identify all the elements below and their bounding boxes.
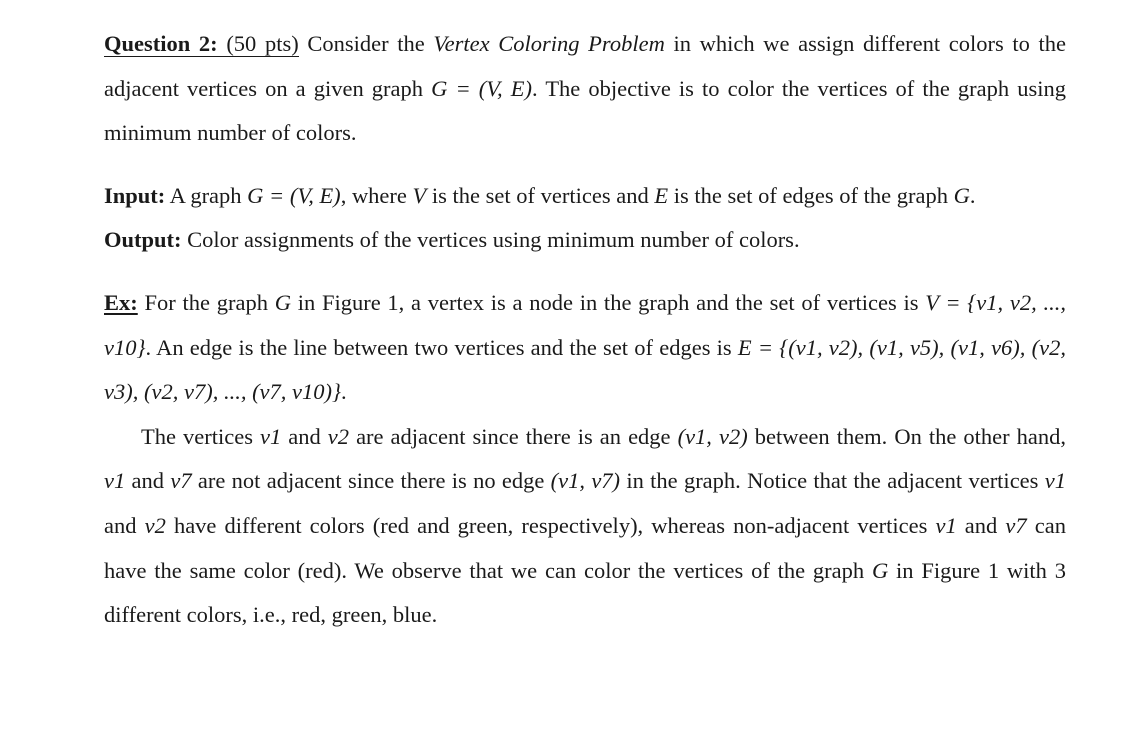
body-text: are adjacent since there is an edge xyxy=(349,423,678,449)
vertex-ref: v1 xyxy=(935,512,957,538)
body-text: in Figure 1 with 3 different colors, i.e., red, green, blue. xyxy=(104,557,1066,628)
vertex-ref: v1 xyxy=(104,468,126,494)
body-text: and xyxy=(104,512,145,538)
graph-definition: G = (V, E) xyxy=(431,75,533,101)
question-heading xyxy=(104,31,299,57)
example-text: . An edge is the line between two vertices and the set of edges is xyxy=(145,334,738,360)
vertex-ref: v7 xyxy=(170,468,192,494)
body-text: The vertices xyxy=(141,423,260,449)
graph-symbol: G xyxy=(953,182,970,208)
input-text: . xyxy=(969,182,976,208)
document-page xyxy=(104,22,1066,638)
body-text: are not adjacent since there is no edge xyxy=(191,468,551,494)
input-label: Input: xyxy=(104,182,166,208)
body-text: can have the same color (red). We observe that we can color the vertices of the graph xyxy=(104,512,1066,583)
vertex-ref: v1 xyxy=(1044,468,1066,494)
vertex-set-symbol: V xyxy=(412,182,427,208)
edge-ref: (v1, v7) xyxy=(550,468,621,494)
graph-definition: G = (V, E) xyxy=(247,182,341,208)
question-text: . The objective is to color the vertices of the graph using minimum number of colors. xyxy=(104,75,1066,146)
problem-name: Vertex Coloring Problem xyxy=(433,31,665,56)
vertex-ref: v1 xyxy=(260,423,282,449)
graph-symbol: G xyxy=(274,289,291,315)
edge-set-symbol: E xyxy=(654,182,669,208)
input-text: is the set of vertices and xyxy=(426,182,655,208)
adjacency-paragraph xyxy=(104,415,1066,638)
body-text: have different colors (red and green, respectively), whereas non-adjacent vertices xyxy=(165,512,936,538)
body-text: and xyxy=(125,468,171,494)
body-text: between them. On the other hand, xyxy=(747,423,1066,449)
vertex-ref: v2 xyxy=(327,423,350,449)
graph-symbol: G xyxy=(871,557,889,583)
vertex-ref: v7 xyxy=(1005,512,1027,538)
vertex-set: V = {v1, v2, ..., v10} xyxy=(104,289,1066,360)
question-text: in which we assign different colors to the adjacent vertices on a given graph xyxy=(104,31,1067,101)
input-text: A graph xyxy=(165,182,248,208)
example-text: . xyxy=(341,379,347,405)
output-text: Color assignments of the vertices using minimum number of colors. xyxy=(181,227,800,253)
input-paragraph xyxy=(104,174,1066,219)
output-paragraph xyxy=(104,218,1066,263)
example-text: in Figure 1, a vertex is a node in the graph and the set of vertices is xyxy=(290,289,926,315)
body-text: and xyxy=(281,423,328,449)
body-text: and xyxy=(956,512,1006,538)
example-text: For the graph xyxy=(137,289,275,315)
body-text: in the graph. Notice that the adjacent vertices xyxy=(620,468,1045,494)
input-text: is the set of edges of the graph xyxy=(668,182,954,208)
input-text: , where xyxy=(340,182,413,208)
example-label: Ex: xyxy=(104,289,138,315)
edge-ref: (v1, v2) xyxy=(677,423,748,449)
vertex-ref: v2 xyxy=(144,512,166,538)
question-paragraph xyxy=(104,22,1066,156)
question-label: Question 2: xyxy=(104,31,218,56)
question-text: Consider the xyxy=(298,31,434,56)
example-paragraph xyxy=(104,281,1066,415)
edge-set: E = {(v1, v2), (v1, v5), (v1, v6), (v2, v3), (v2, v7), ..., (v7, v10)} xyxy=(104,334,1066,405)
output-label: Output: xyxy=(104,227,182,253)
question-points: (50 pts) xyxy=(226,31,299,56)
